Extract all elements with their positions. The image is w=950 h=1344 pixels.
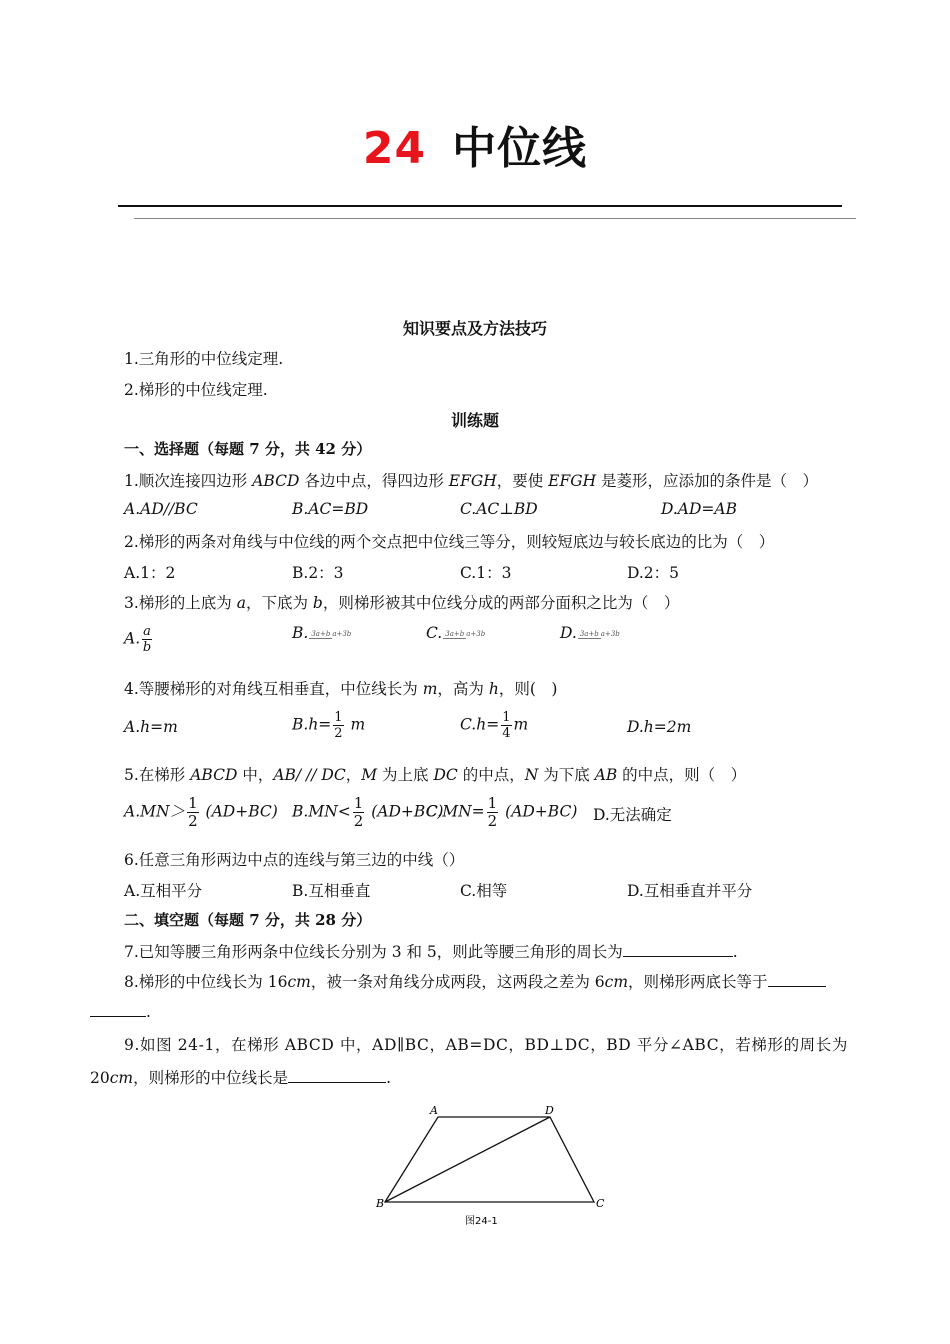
point-2: 2.梯形的中位线定理. [124,381,268,399]
q9-answer-blank[interactable] [288,1068,386,1083]
question-6: 6.任意三角形两边中点的连线与第三边的中线（） [124,851,465,869]
q3-option-c: C. 3a+b a+3b [426,624,486,642]
question-9-line-2: 20cm，则梯形的中位线长是 . [90,1069,392,1087]
q4-option-d: D.h=2m [627,718,692,736]
point-1: 1.三角形的中位线定理. [124,350,284,368]
question-8: 8.梯形的中位线长为 16cm，被一条对角线分成两段，这两段之差为 6cm，则梯形两底长等于 [124,970,826,992]
q8-answer-blank-1[interactable] [768,972,826,987]
knowledge-heading: 知识要点及方法技巧 [402,319,547,338]
q3-option-a: A. $\frac{a}{b}$ [124,624,152,655]
q5-option-c: C.MN= $\frac{1}{2}$ (AD+BC) [426,794,578,830]
q1-option-a: A.AD//BC [124,500,198,518]
q3-option-d: D. 3a+b a+3b [560,624,620,642]
q8-continuation: . [90,1002,151,1021]
label-d: D [545,1104,554,1117]
q5-option-b: B.MN< $\frac{1}{2}$ (AD+BC) [292,794,444,830]
trapezoid-figure [370,1100,610,1232]
label-c: C [596,1197,605,1210]
q2-option-b: B.2：3 [292,564,344,582]
q5-option-a: A.MN＞ $\frac{1}{2}$ (AD+BC) [124,794,278,830]
training-heading: 训练题 [450,411,499,430]
label-b: B [376,1197,385,1210]
question-4: 4.等腰梯形的对角线互相垂直，中位线长为 m，高为 h，则( ) [124,680,558,698]
q6-option-d: D.互相垂直并平分 [627,882,753,900]
question-7: 7.已知等腰三角形两条中位线长分别为 3 和 5，则此等腰三角形的周长为 . [124,943,738,961]
q1-option-c: C.AC⊥BD [460,500,538,518]
q1-option-d: D.AD=AB [661,500,737,518]
title-text: 中位线 [452,123,588,174]
q2-option-c: C.1：3 [460,564,512,582]
part2-heading: 二、填空题（每题 7 分，共 28 分） [124,911,372,929]
q6-option-b: B.互相垂直 [292,882,371,900]
title-rule-thin [134,218,856,219]
q6-option-a: A.互相平分 [124,882,203,900]
title-rule-thick [118,205,842,207]
q2-option-d: D.2：5 [627,564,680,582]
title-number: 24 [362,123,427,174]
q3-option-b: B. 3a+b a+3b [292,624,352,642]
q4-option-a: A.h=m [124,718,178,736]
q6-option-c: C.相等 [460,882,508,900]
question-9-line-1: 9.如图 24-1，在梯形 ABCD 中，AD∥BC，AB=DC，BD⊥DC，BD 平分∠ABC，若梯形的周长为 [124,1036,848,1054]
question-2: 2.梯形的两条对角线与中位线的两个交点把中位线三等分，则较短底边与较长底边的比为（ ） [124,533,775,551]
q1-option-b: B.AC=BD [292,500,369,518]
part1-heading: 一、选择题（每题 7 分，共 42 分） [124,440,372,458]
trapezoid-abcd [385,1117,594,1202]
q4-option-c: C.h= $\frac{1}{4}$ m [460,710,529,741]
q5-option-d: D.无法确定 [593,806,672,824]
q2-option-a: A.1：2 [124,564,176,582]
q8-answer-blank-2[interactable] [90,1002,146,1017]
q4-option-b: B.h= $\frac{1}{2}$ m [292,710,366,741]
page-title [0,112,950,176]
figure-caption: 图24-1 [465,1216,498,1227]
question-1: 1.顺次连接四边形 ABCD 各边中点，得四边形 EFGH，要使 EFGH 是菱形，应添加的条件是（ ） [124,472,819,490]
question-3: 3.梯形的上底为 a，下底为 b，则梯形被其中位线分成的两部分面积之比为（ ） [124,594,680,612]
q7-answer-blank[interactable] [623,942,733,957]
label-a: A [430,1104,438,1117]
question-5: 5.在梯形 ABCD 中，AB/ // DC，M 为上底 DC 的中点，N 为下底 AB 的中点，则（ ） [124,766,747,784]
diagonal-bd [385,1117,550,1202]
